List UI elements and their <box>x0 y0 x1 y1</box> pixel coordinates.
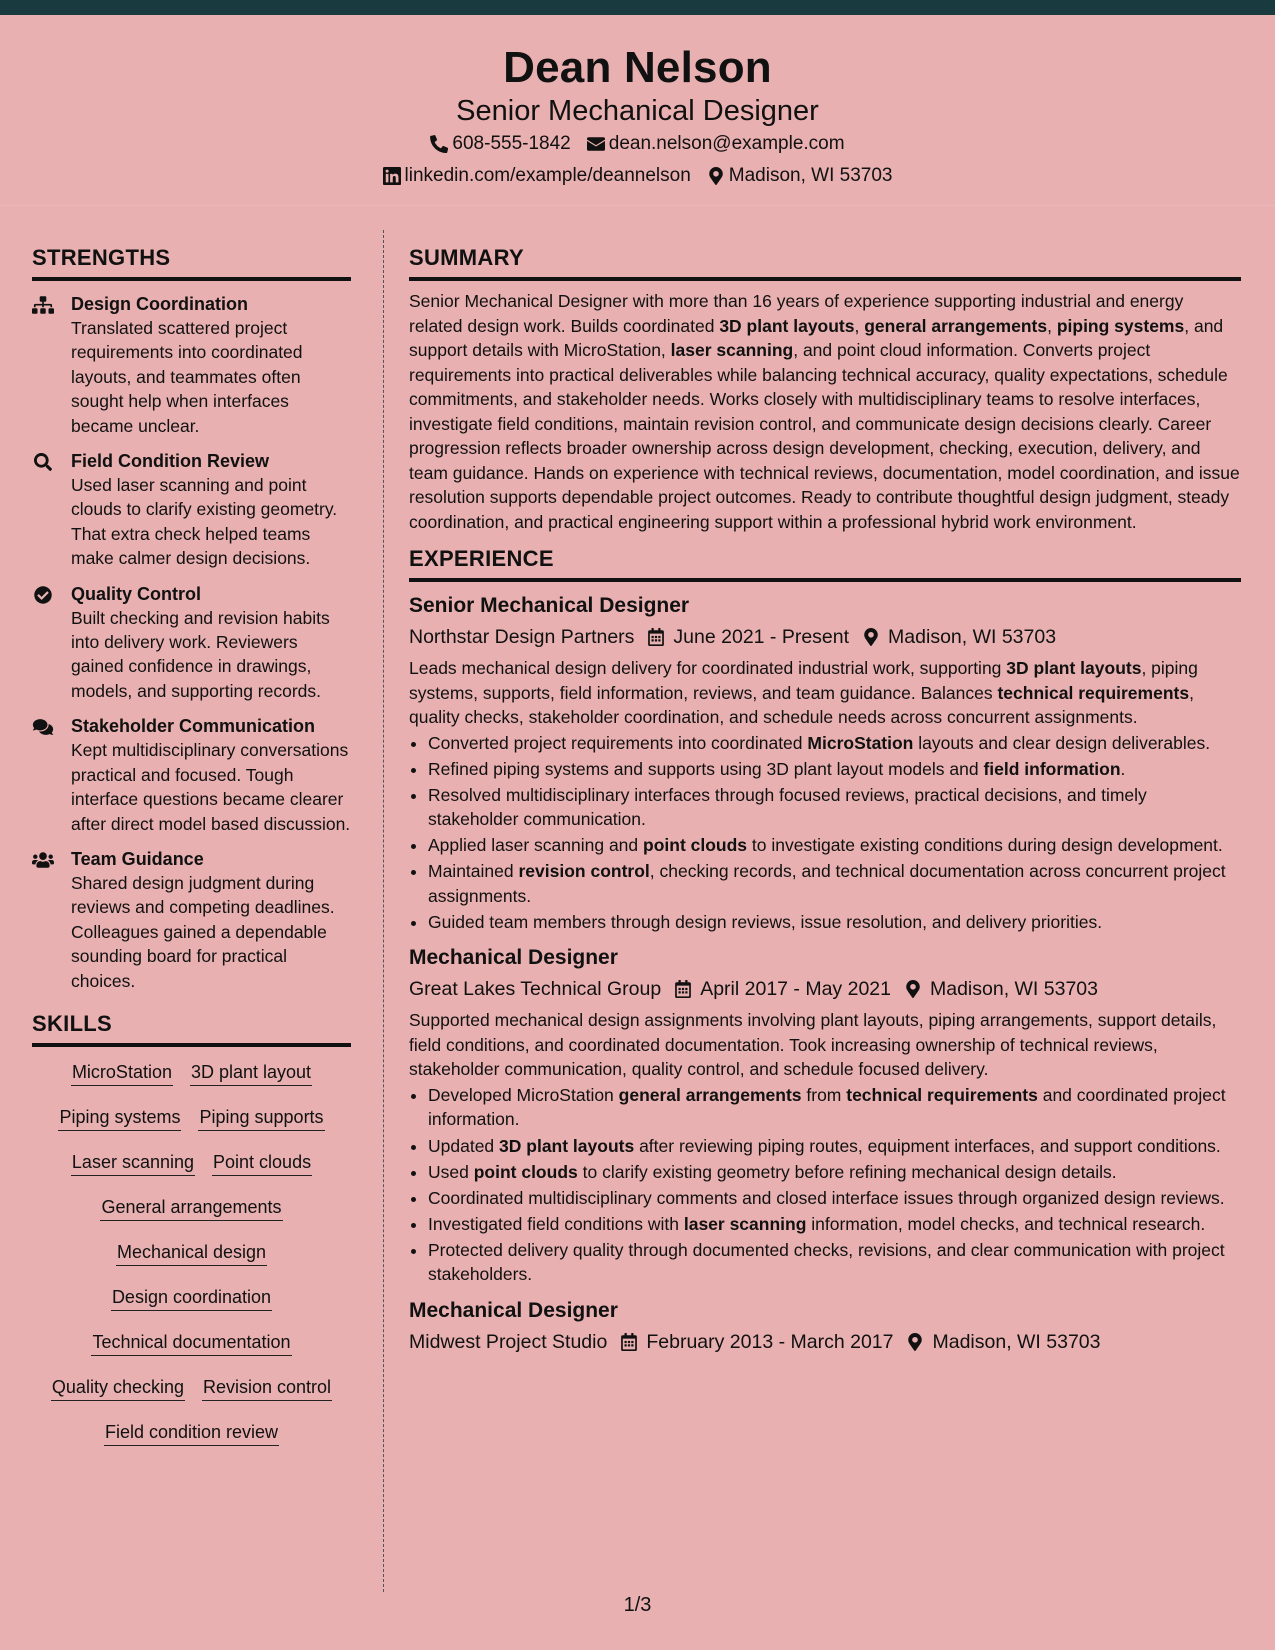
job-entry <box>409 944 1241 1286</box>
text-run: Leads mechanical design delivery for coordinated industrial work, supporting <box>409 658 1007 678</box>
summary-heading: SUMMARY <box>409 245 1241 281</box>
job-description <box>409 1008 1241 1082</box>
skill-row <box>32 1239 351 1284</box>
candidate-name: Dean Nelson <box>503 43 772 92</box>
skill-row <box>32 1329 351 1374</box>
text-run: Guided team members through design reviews, issue resolution, and delivery priorities. <box>428 911 1103 932</box>
emphasis-text: field information <box>983 758 1121 779</box>
strength-title: Design Coordination <box>71 294 248 314</box>
strength-desc: Used laser scanning and point clouds to clarify existing geometry. That extra check helped teams make calmer design decisions. <box>71 475 338 569</box>
skill-tag: Quality checking <box>51 1374 185 1401</box>
sitemap-icon <box>32 296 54 314</box>
job-description <box>409 656 1241 730</box>
strength-item <box>32 292 351 438</box>
emphasis-text: 3D plant layouts <box>1006 658 1142 678</box>
column-divider <box>383 230 384 1592</box>
users-icon <box>32 851 54 869</box>
emphasis-text: MicroStation <box>807 732 914 753</box>
text-run: Coordinated multidisciplinary comments and closed interface issues through organized design reviews. <box>428 1187 1225 1208</box>
skill-tag: Point clouds <box>212 1149 312 1176</box>
skill-row <box>32 1284 351 1329</box>
map-marker-icon <box>904 980 922 998</box>
strength-desc: Built checking and revision habits into delivery work. Reviewers gained confidence in drawings, models, and supporting records. <box>71 607 330 701</box>
resume-header <box>0 15 1275 206</box>
map-marker-icon <box>707 167 725 185</box>
emphasis-text: piping systems <box>1056 315 1185 336</box>
emphasis-text: point clouds <box>643 835 748 856</box>
job-location: Madison, WI 53703 <box>888 626 1057 648</box>
job-title: Senior Mechanical Designer <box>409 594 690 617</box>
text-run: Protected delivery quality through documented checks, revisions, and clear communication with project stakeholders. <box>428 1239 1225 1285</box>
text-run: Maintained <box>428 861 519 882</box>
text-run: Used <box>428 1161 474 1182</box>
text-run: . <box>1120 758 1126 779</box>
calendar-icon <box>620 1333 638 1351</box>
emphasis-text: technical requirements <box>846 1084 1038 1105</box>
skill-tag: General arrangements <box>100 1194 282 1221</box>
phone-number: 608-555-1842 <box>452 133 571 154</box>
skill-tag: Field condition review <box>104 1419 279 1446</box>
strengths-heading: STRENGTHS <box>32 245 351 281</box>
skill-row <box>32 1104 351 1149</box>
strength-title: Team Guidance <box>71 848 204 869</box>
job-entry <box>409 1297 1241 1356</box>
calendar-icon <box>647 628 665 646</box>
strength-title: Quality Control <box>71 583 201 604</box>
text-run: , checking records, and technical documentation across concurrent project assignments. <box>428 861 1226 906</box>
skill-tag: MicroStation <box>71 1059 173 1086</box>
page-number: 1/3 <box>623 1594 652 1616</box>
skill-tag: Design coordination <box>111 1284 272 1311</box>
list-item <box>428 783 1241 832</box>
text-run: Senior Mechanical Designer with more than 16 years of experience supporting industrial and energy related design work. Builds coordinated <box>409 291 1184 336</box>
skill-row <box>32 1374 351 1419</box>
envelope-icon <box>587 135 605 153</box>
text-run: Updated <box>428 1135 500 1156</box>
skill-row <box>32 1059 351 1104</box>
phone-icon <box>430 135 448 153</box>
strength-title: Field Condition Review <box>71 451 270 472</box>
job-company: Northstar Design Partners <box>409 626 635 648</box>
list-item <box>428 1186 1241 1211</box>
list-item <box>428 1212 1241 1237</box>
job-meta <box>409 1328 1241 1356</box>
text-run: , and support details with MicroStation, <box>409 315 1224 360</box>
linkedin-icon <box>383 167 401 185</box>
text-run: , piping systems, supports, field information, reviews, and team guidance. Balances <box>409 658 1198 703</box>
calendar-icon <box>674 980 692 998</box>
list-item <box>428 1238 1241 1287</box>
strength-desc: Kept multidisciplinary conversations practical and focused. Tough interface questions became clearer after direct model based discussion. <box>71 740 351 834</box>
job-dates: February 2013 - March 2017 <box>646 1330 894 1353</box>
list-item <box>428 1083 1241 1132</box>
skill-tag: Laser scanning <box>71 1149 195 1176</box>
text-run: to investigate existing conditions during design development. <box>747 835 1223 856</box>
text-run: from <box>801 1084 847 1105</box>
skills-list <box>32 1059 351 1464</box>
linkedin-url: linkedin.com/example/deannelson <box>404 165 691 186</box>
strength-item <box>32 449 351 571</box>
job-bullets <box>409 1083 1241 1287</box>
job-meta <box>409 623 1241 651</box>
text-run: , <box>1047 315 1057 336</box>
emphasis-text: 3D plant layouts <box>499 1135 635 1156</box>
skill-tag: 3D plant layout <box>190 1059 312 1086</box>
strength-desc: Shared design judgment during reviews and competing deadlines. Colleagues gained a dependable sounding board for practical choices. <box>71 872 335 991</box>
skill-tag: Technical documentation <box>91 1329 291 1356</box>
experience-list <box>409 592 1241 1356</box>
job-company: Midwest Project Studio <box>409 1330 608 1353</box>
emphasis-text: laser scanning <box>670 340 794 360</box>
text-run: , and point cloud information. Converts project requirements into practical deliverables while balancing technical accuracy, quality expectations, schedule commitments, and stakeholder needs. Works closely with multidisciplinary teams to resolve interfaces, investigate field conditions, maintain revision control, and communicate design decisions clearly. Career progression reflects broader ownership across design development, checking, execution, delivery, and team guidance. Hands on experience with technical reviews, documentation, model coordination, and issue resolution supports dependable project outcomes. Ready to contribute thoughtful design judgment, steady coordination, and practical engineering support within a professional hybrid work environment. <box>409 340 1240 532</box>
job-bullets <box>409 731 1241 935</box>
text-run: after reviewing piping routes, equipment interfaces, and support conditions. <box>634 1135 1221 1156</box>
location-text: Madison, WI 53703 <box>728 165 893 186</box>
text-run: information, model checks, and technical research. <box>806 1213 1206 1234</box>
skill-tag: Revision control <box>202 1374 332 1401</box>
emphasis-text: point clouds <box>473 1161 578 1182</box>
job-title: Mechanical Designer <box>409 1298 618 1322</box>
strength-item <box>32 582 351 704</box>
skill-row <box>32 1419 351 1464</box>
emphasis-text: 3D plant layouts <box>719 315 855 336</box>
job-entry <box>409 592 1241 934</box>
map-marker-icon <box>862 628 880 646</box>
text-run: and coordinated project information. <box>428 1084 1226 1130</box>
top-accent-bar <box>0 0 1275 15</box>
text-run: layouts and clear design deliverables. <box>913 732 1211 753</box>
emphasis-text: general arrangements <box>618 1084 802 1105</box>
list-item <box>428 1160 1241 1185</box>
check-circle-icon <box>32 586 54 604</box>
summary-text <box>409 289 1241 534</box>
linkedin-contact[interactable] <box>383 165 691 187</box>
phone-contact[interactable] <box>430 133 570 155</box>
text-run: to clarify existing geometry before refining mechanical design details. <box>577 1161 1117 1182</box>
list-item <box>428 757 1241 782</box>
job-dates: April 2017 - May 2021 <box>700 978 891 1001</box>
job-location: Madison, WI 53703 <box>929 978 1098 1001</box>
skill-row <box>32 1194 351 1239</box>
search-icon <box>32 453 54 471</box>
map-marker-icon <box>906 1333 924 1351</box>
list-item <box>428 1134 1241 1159</box>
list-item <box>428 731 1241 756</box>
emphasis-text: revision control <box>518 861 650 882</box>
emphasis-text: technical requirements <box>997 682 1190 703</box>
job-company: Great Lakes Technical Group <box>409 978 662 1001</box>
text-run: Applied laser scanning and <box>428 835 644 856</box>
job-meta <box>409 975 1241 1003</box>
comments-icon <box>32 718 54 736</box>
text-run: Supported mechanical design assignments involving plant layouts, piping arrangements, support details, field conditions, and coordinated documentation. Took increasing ownership of technical reviews, stakeholder communication, quality control, and schedule focused delivery. <box>409 1010 1217 1080</box>
strength-title: Stakeholder Communication <box>71 716 316 737</box>
text-run: Converted project requirements into coordinated <box>428 732 808 753</box>
skill-tag: Piping supports <box>198 1104 324 1131</box>
experience-heading: EXPERIENCE <box>409 546 1241 582</box>
email-address: dean.nelson@example.com <box>608 133 845 154</box>
text-run: , quality checks, stakeholder coordination, and schedule needs across concurrent assignments. <box>409 682 1194 727</box>
skills-heading: SKILLS <box>32 1011 351 1047</box>
email-contact[interactable] <box>587 133 845 155</box>
candidate-title: Senior Mechanical Designer <box>456 95 819 127</box>
location-contact <box>707 165 893 187</box>
left-column <box>32 245 351 1464</box>
emphasis-text: general arrangements <box>864 315 1048 336</box>
job-title: Mechanical Designer <box>409 946 618 970</box>
list-item <box>428 910 1241 935</box>
text-run: Refined piping systems and supports using 3D plant layout models and <box>428 758 984 779</box>
skill-row <box>32 1149 351 1194</box>
text-run: Resolved multidisciplinary interfaces through focused reviews, practical decisions, and timely stakeholder communication. <box>428 784 1147 830</box>
job-dates: June 2021 - Present <box>673 626 850 648</box>
text-run: , <box>854 315 865 336</box>
list-item <box>428 859 1241 908</box>
text-run: Developed MicroStation <box>428 1084 619 1105</box>
skill-tag: Mechanical design <box>116 1239 267 1266</box>
list-item <box>428 833 1241 858</box>
contact-line-2 <box>0 165 1275 187</box>
strength-item <box>32 714 351 836</box>
text-run: Investigated field conditions with <box>428 1213 684 1234</box>
skill-tag: Piping systems <box>58 1104 181 1131</box>
job-location: Madison, WI 53703 <box>932 1330 1101 1353</box>
strength-item <box>32 847 351 993</box>
emphasis-text: laser scanning <box>683 1213 807 1234</box>
right-column <box>409 245 1241 1356</box>
contact-line-1 <box>0 133 1275 155</box>
strength-desc: Translated scattered project requirements into coordinated layouts, and teammates often sought help when interfaces became unclear. <box>71 318 303 436</box>
